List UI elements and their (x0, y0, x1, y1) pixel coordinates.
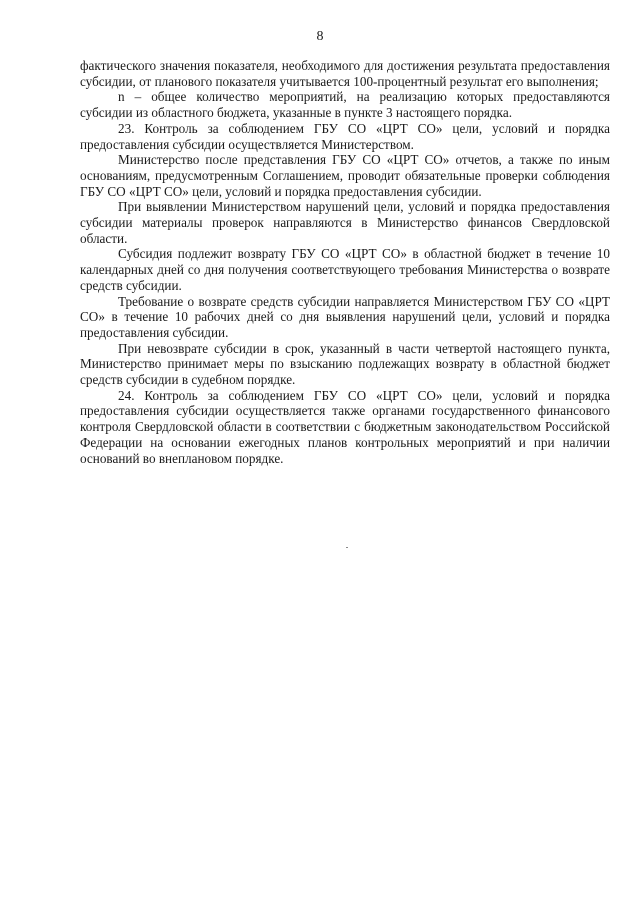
paragraph-n-definition: n – общее количество мероприятий, на реализацию которых предоставляются субсидии из областного бюджета, указанные в пункте 3 настоящего порядка. (80, 89, 610, 121)
paragraph-non-refund: При невозврате субсидии в срок, указанный в части четвертой настоящего пункта, Министерство принимает меры по взысканию подлежащих возврату в областной бюджет средств субсидии в судебном порядке. (80, 340, 610, 388)
page-number: 8 (316, 29, 324, 44)
document-body (80, 58, 610, 466)
paragraph-refund: Субсидия подлежит возврату ГБУ СО «ЦРТ СО» в областной бюджет в течение 10 календарных дней со дня получения соответствующего требования Министерства о возврате средств субсидии. (80, 246, 610, 293)
paragraph-24: 24. Контроль за соблюдением ГБУ СО «ЦРТ СО» цели, условий и порядка предоставления субсидии осуществляется также органами государственного финансового контроля Свердловской области в соответствии с бюджетным законодательством Российской Федерации на основании ежегодных планов контрольных мероприятий и при наличии оснований во внеплановом порядке. (80, 387, 610, 466)
paragraph-continuation: фактического значения показателя, необходимого для достижения результата предоставления субсидии, от планового показателя учитывается 100-процентный результат его выполнения; (80, 58, 610, 89)
paragraph-23: 23. Контроль за соблюдением ГБУ СО «ЦРТ СО» цели, условий и порядка предоставления субсидии осуществляется Министерством. (80, 120, 610, 152)
scan-speck (346, 547, 348, 548)
paragraph-ministry-checks: Министерство после представления ГБУ СО «ЦРТ СО» отчетов, а также по иным основаниям, предусмотренным Соглашением, проводит обязательные проверки соблюдения ГБУ СО «ЦРТ СО» цели, условий и порядка предоставления субсидии. (80, 152, 610, 199)
paragraph-refund-request: Требование о возврате средств субсидии направляется Министерством ГБУ СО «ЦРТ СО» в течение 10 рабочих дней со дня выявления нарушений цели, условий и порядка предоставления субсидии. (80, 293, 610, 340)
paragraph-violations: При выявлении Министерством нарушений цели, условий и порядка предоставления субсидии материалы проверок направляются в Министерство финансов Свердловской области. (80, 199, 610, 246)
